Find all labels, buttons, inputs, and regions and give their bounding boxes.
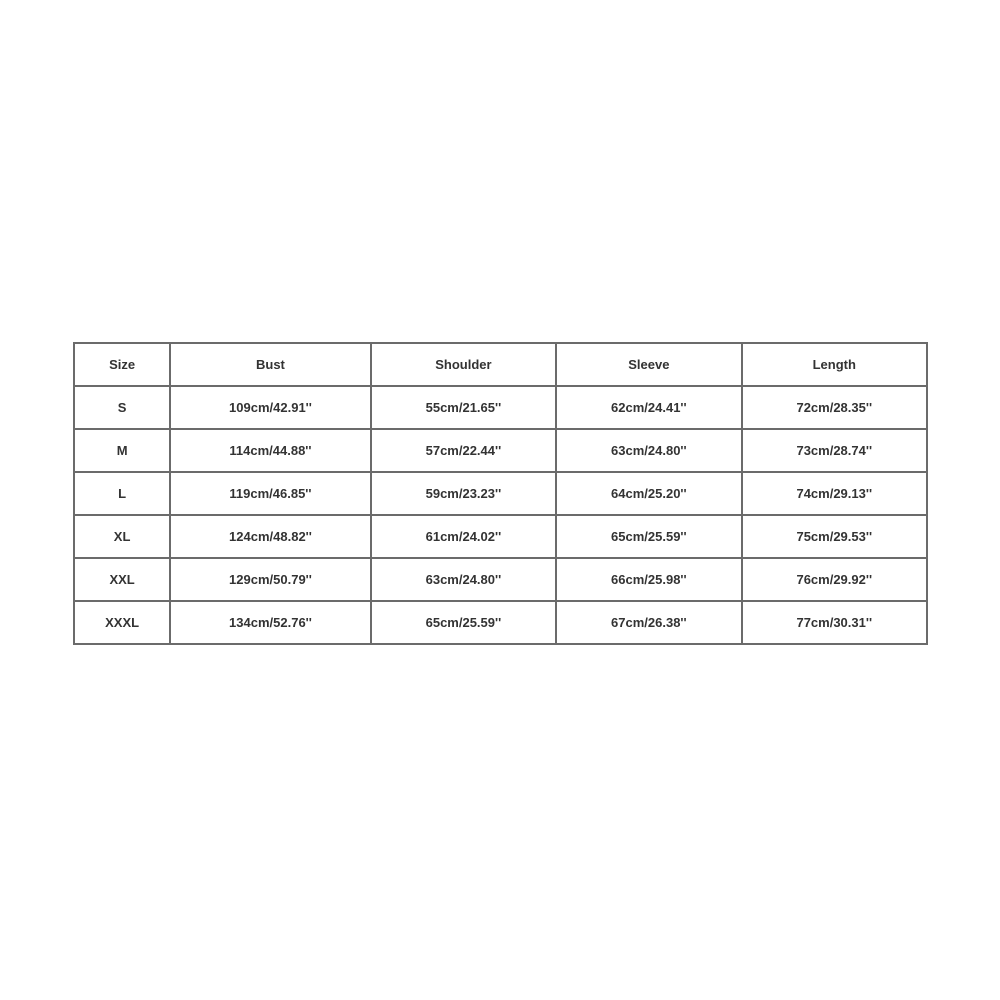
length-cell: 77cm/30.31''	[742, 601, 927, 644]
shoulder-cell: 65cm/25.59''	[371, 601, 556, 644]
sleeve-cell: 62cm/24.41''	[556, 386, 741, 429]
bust-cell: 134cm/52.76''	[170, 601, 370, 644]
sleeve-cell: 67cm/26.38''	[556, 601, 741, 644]
table-row	[74, 472, 927, 515]
header-sleeve: Sleeve	[556, 343, 741, 386]
table-row	[74, 429, 927, 472]
shoulder-cell: 57cm/22.44''	[371, 429, 556, 472]
bust-cell: 109cm/42.91''	[170, 386, 370, 429]
table-row	[74, 515, 927, 558]
shoulder-cell: 61cm/24.02''	[371, 515, 556, 558]
length-cell: 75cm/29.53''	[742, 515, 927, 558]
bust-cell: 114cm/44.88''	[170, 429, 370, 472]
size-cell: S	[74, 386, 170, 429]
sleeve-cell: 64cm/25.20''	[556, 472, 741, 515]
sleeve-cell: 66cm/25.98''	[556, 558, 741, 601]
length-cell: 72cm/28.35''	[742, 386, 927, 429]
table-header-row	[74, 343, 927, 386]
header-size: Size	[74, 343, 170, 386]
shoulder-cell: 59cm/23.23''	[371, 472, 556, 515]
sleeve-cell: 65cm/25.59''	[556, 515, 741, 558]
header-bust: Bust	[170, 343, 370, 386]
length-cell: 74cm/29.13''	[742, 472, 927, 515]
length-cell: 73cm/28.74''	[742, 429, 927, 472]
size-chart-table	[73, 342, 928, 645]
header-shoulder: Shoulder	[371, 343, 556, 386]
bust-cell: 124cm/48.82''	[170, 515, 370, 558]
size-cell: M	[74, 429, 170, 472]
header-length: Length	[742, 343, 927, 386]
shoulder-cell: 63cm/24.80''	[371, 558, 556, 601]
size-cell: XXL	[74, 558, 170, 601]
length-cell: 76cm/29.92''	[742, 558, 927, 601]
sleeve-cell: 63cm/24.80''	[556, 429, 741, 472]
shoulder-cell: 55cm/21.65''	[371, 386, 556, 429]
size-cell: XXXL	[74, 601, 170, 644]
table-row	[74, 386, 927, 429]
bust-cell: 119cm/46.85''	[170, 472, 370, 515]
size-cell: L	[74, 472, 170, 515]
table-row	[74, 601, 927, 644]
bust-cell: 129cm/50.79''	[170, 558, 370, 601]
table-row	[74, 558, 927, 601]
size-cell: XL	[74, 515, 170, 558]
